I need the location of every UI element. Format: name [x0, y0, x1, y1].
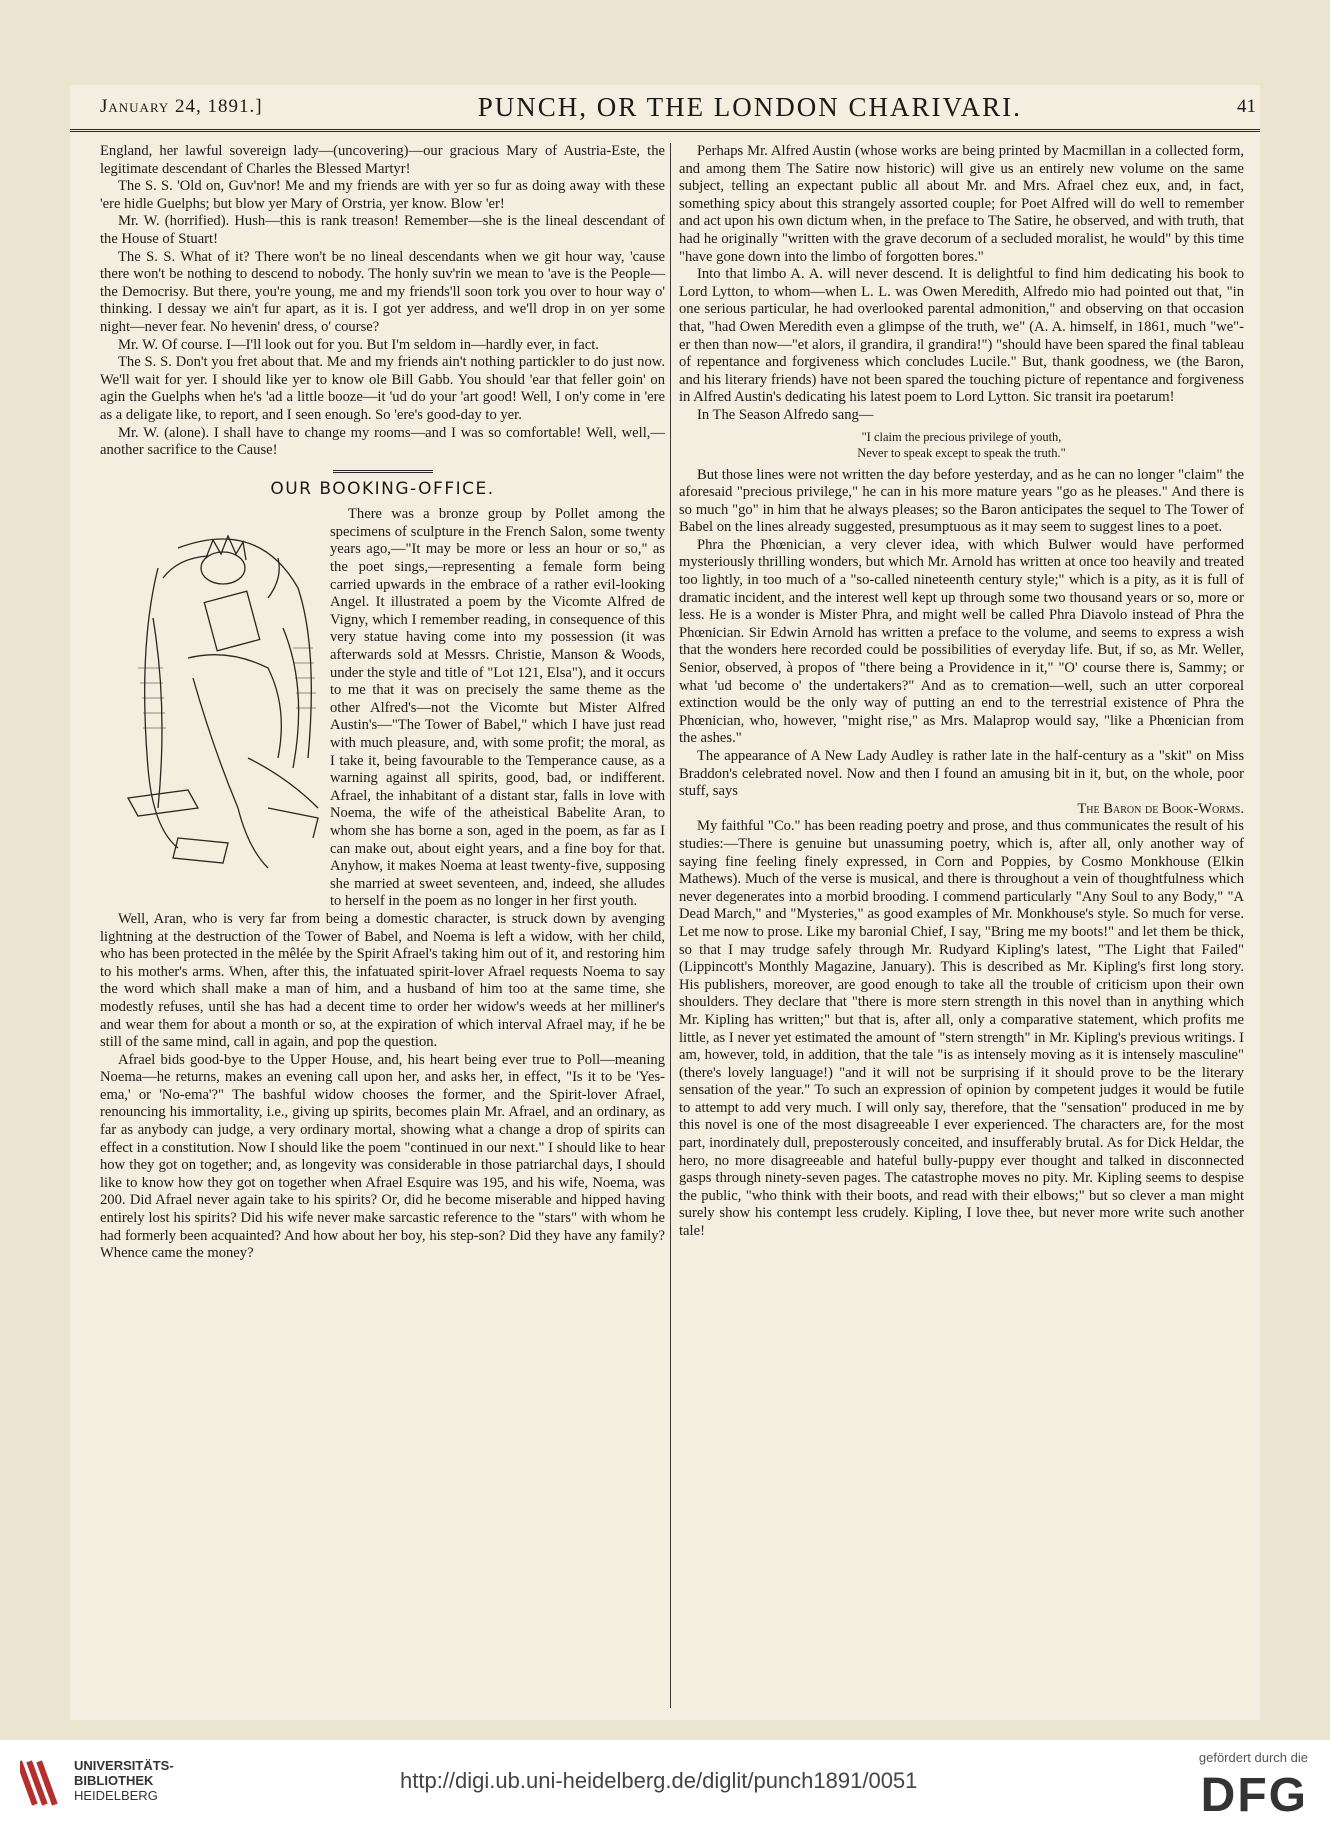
digitization-footer — [0, 1740, 1330, 1828]
funded-by-label: gefördert durch die — [1198, 1750, 1308, 1765]
paragraph: Into that limbo A. A. will never descend. It is delightful to find him dedicating his book to Lord Lytton, to whom—when L. L. was Owen Meredith, Alfredo mio had pointed out that, "in one serious particular, he had overlooked parental admonition," and observing on that occasion that, "had Owen Meredith even a glimpse of the truth, we" (A. A. himself, in 1861, much "we"-er then than now—"et alors, il grandira, il grandira!") "should have been spared the final tableau of repentance and forgiveness which concludes Lucile." But, thank goodness, we (the Baron, and his literary friends) have not been spared the touching picture of repentance and forgiveness in Alfred Austin's dedicating his latest poem to Lord Lytton. Sic transit ira poetarum! — [679, 266, 1244, 406]
paragraph: Well, Aran, who is very far from being a domestic character, is struck down by avenging lightning at the destruction of the Tower of Babel, and Noema is left a widow, with her child, who has been protected in the mêlée by the Spirit Afrael's taking him out of it, and restoring him to his mother's arms. When, after this, the infatuated spirit-lover Afrael requests Noema to say the word which shall make a man of him, and a husband of him too at the same time, she modestly refuses, until she has had a decent time to order her widow's weeds at her milliner's and wear them for about a month or so, at the expiration of which interval Afrael may, if he be still of the same mind, call in again, and pop the question. — [100, 910, 665, 1051]
right-column — [679, 143, 1244, 1708]
paragraph: Phra the Phœnician, a very clever idea, with which Bulwer would have performed mysteriously thrilling wonders, but which Mr. Arnold has written at once too heavily and treated too lightly, in too much of a "so-called nineteenth century style;" which is a pity, as it is full of dramatic incident, and the interest well kept up through some two thousand years or so, more or less. He is a wonder is Mister Phra, and might well be called Phra Diavolo instead of Phra the Phœnician. Sir Edwin Arnold has written a preface to the volume, and seems to express a wish that the wonders here recorded could be possibilities of everyday life. But, if so, as Mr. Weller, Senior, observed, à propos of "there being a Providence in it," "O' course there is, Sammy; or what 'ud become o' the undertakers?" And as to cremation—well, such an utter corporeal extinction would be the only way of putting an end to the terrestrial existence of Phra the Phœnician, who, however, "might rise," as Mrs. Malaprop would say, "like a Phœnician from the ashes." — [679, 536, 1244, 747]
illustration-drawing — [118, 508, 338, 896]
page-header — [70, 85, 1260, 132]
paragraph: The S. S. Don't you fret about that. Me and my friends ain't nothing partickler to do just now. We'll wait for yer. I should like yer to know ole Bill Gabb. You should 'ear that feller goin' on agin the Guelphs when he's 'ad a little booze—it 'ud do your 'art good! Well, I on'y come in 'ere as a deligate like, to report, and I seen enough. So 'ere's good-day to yer. — [100, 354, 665, 423]
publication-title: PUNCH, OR THE LONDON CHARIVARI. — [477, 91, 1022, 122]
newspaper-page — [70, 85, 1260, 1720]
signature: The Baron de Book-Worms. — [1077, 800, 1244, 817]
library-name: UNIVERSITÄTS- BIBLIOTHEK HEIDELBERG — [74, 1758, 174, 1803]
column-rule — [670, 143, 671, 1708]
verse-quote — [679, 429, 1244, 461]
verse-line: Never to speak except to speak the truth." — [857, 445, 1066, 460]
paragraph: The S. S. What of it? There won't be no lineal descendants when we git hour way, 'cause there won't be nothing to descend to nobody. The honly suv'rin we mean to 'ave is the People—the Democrisy. But there, you're young, me and my friends'll soon tork you over to hour way o' thinking. I dessay we ain't fur apart, as it is. I got yer address, and we'll drop in on yer some night—never fear. No hevenin' dress, o' course? — [100, 248, 665, 335]
section-divider — [333, 470, 433, 473]
paragraph: Mr. W. Of course. I—I'll look out for you. But I'm seldom in—hardly ever, in fact. — [118, 336, 599, 353]
source-url-link[interactable]: http://digi.ub.uni-heidelberg.de/diglit/punch1891/0051 — [400, 1768, 918, 1793]
paragraph: In The Season Alfredo sang— — [697, 406, 874, 423]
paragraph: My faithful "Co." has been reading poetry and prose, and thus communicates the result of his studies:—There is genuine but unassuming poetry, which is, after all, only another way of saying fine feeling finely expressed, in Corn and Poppies, by Cosmo Monkhouse (Elkin Mathews). Much of the verse is musical, and there is throughout a vein of thoughtfulness which never degenerates into a morbid brooding. I commend particularly "Any Soul to any Body," "A Dead March," and "Mysteries," as good examples of Mr. Monkhouse's style. So much for verse. Let me now to prose. Like my baronial Chief, I say, "Bring me my boots!" and let them be thick, so that I may trudge safely through Mr. Rudyard Kipling's latest, "The Light that Failed" (Lippincott's Monthly Magazine, January). This is described as Mr. Kipling's first long story. His publishers, moreover, are good enough to take all the trouble of criticism upon their own shoulders. They declare that "there is more stern strength in this novel than in anything which Mr. Kipling has written;" but that is, after all, only a comparative statement, which profits me little, as I never yet estimated the amount of "stern strength" in Mr. Kipling's previous writings. I am, however, told, in addition, that the tale "is as intensely moving as it is intensely masculine" (there's lovely language!) "and it will not be surprising if it should prove to be the literary sensation of the year." To such an expression of opinion by competent judges it would be futile to attempt to add very much. I will only say, therefore, that the "sensation" produced in me by this novel is one of the most disagreeable I ever experienced. The characters are, for the most part, inordinately dull, preposterously conceited, and insufferably brutal. As for Dick Heldar, the hero, no more disagreeable and hateful bully-puppy ever thought and talked in disconnected gasps through ninety-seven pages. The catastrophe moves no pity. Mr. Kipling seems to despise the public, "who think with their boots, and read with their elbows;" but so clever a man might surely show his contempt less crudely. Kipling, I love thee, but never more write such another tale! — [679, 818, 1244, 1240]
paragraph: Mr. W. (horrified). Hush—this is rank treason! Remember—she is the lineal descendant of the House of Stuart! — [100, 213, 665, 247]
page-number: 41 — [1236, 96, 1256, 117]
paragraph: Mr. W. (alone). I shall have to change my rooms—and I was so comfortable! Well, well,—another sacrifice to the Cause! — [100, 424, 665, 459]
paragraph: Afrael bids good-bye to the Upper House, and, his heart being ever true to Poll—meaning Noema—he returns, makes an evening call upon her, and asks her, in effect, "Is it to be 'Yes-ema,' or 'No-ema'?" The bashful widow chooses the former, and the Spirit-lover Afrael, renouncing his immortality, i.e., giving up spirits, becomes plain Mr. Afrael, and an ordinary, as far as anybody can judge, a very ordinary mortal, showing what a change a drop of spirits can effect in a constitution. Now I should like the poem "continued in our next." I should like to hear how they got on together; and, as longevity was considerable in those patriarchal days, I should like to know how they got on together when Afrael Esquire was 195, and his wife, Noema, was 200. Did Afrael never again take to his spirits? Or, did he become miserable and hipped having entirely lost his spirits? Did his wife never make sarcastic reference to the "stars" with whom he had formerly been acquainted? And how about her boy, his step-son? Did they have any family? Whence came the money? — [100, 1051, 665, 1262]
paragraph: Perhaps Mr. Alfred Austin (whose works are being printed by Macmillan in a collected form, and among them The Satire now historic) will give us an entirely new volume on the same subject, telling an expectant public all about Mr. and Mrs. Afrael chez eux, and, in fact, something spicy about this strangely assorted couple; for Poet Alfred will do well to remember and act upon his own dictum when, in the preface to The Satire, he observed, and with truth, that had he originally "written with the grave decorum of a secluded moralist, he would" by this time "have gone down into the limbo of forgotten bores." — [679, 143, 1244, 265]
left-column — [100, 143, 665, 1708]
library-logo-icon — [20, 1754, 64, 1812]
paragraph: But those lines were not written the day before yesterday, and as he can no longer "claim" the aforesaid "precious privilege," he can in his more mature years "go as he pleases." And there is so much "go" in him that he always pleases; so the Baron anticipates the sequel to The Tower of Babel on the lines already suggested, presumptuous as it may seem to suggest lines to a poet. — [679, 466, 1244, 536]
issue-date: January 24, 1891.] — [100, 96, 263, 117]
dfg-logo: DFG — [1200, 1769, 1308, 1822]
paragraph: England, her lawful sovereign lady—(uncovering)—our gracious Mary of Austria-Este, the legitimate descendant of Charles the Blessed Martyr! — [100, 143, 665, 177]
paragraph: The S. S. 'Old on, Guv'nor! Me and my friends are with yer so fur as doing away with these 'ere hidle Guelphs; but blow yer Mary of Orstria, yer know. Blow 'er! — [100, 178, 665, 212]
verse-line: "I claim the precious privilege of youth, — [861, 429, 1062, 444]
paragraph — [100, 506, 665, 911]
review-text: There was a bronze group by Pollet among the specimens of sculpture in the French Salon, some twenty years ago,—"It may be more or less an hour or so," as the poet sings,—representing a female form being carried upwards in the embrace of a rather evil-looking Angel. It illustrated a poem by the Vicomte Alfred de Vigny, which I remember reading, in consequence of this very statue having come into my possession (it was afterwards sold at Messrs. Christie, Manson & Woods, under the style and title of "Lot 121, Elsa"), and it occurs to me that it was on precisely the same theme as the other Alfred's—not the Vicomte but Mister Alfred Austin's—"The Tower of Babel," which I have just read with much pleasure, and, with some profit; the moral, as I take it, being favourable to the Temperance cause, as a warning against all spirits, good, bad, or indifferent. Afrael, the inhabitant of a distant star, falls in love with Noema, the wife of the atheistical Babelite Aran, to whom she has borne a son, aged in the poem, as far as I can make out, about eight years, and a fine boy for that. Anyhow, it makes Noema at least twenty-five, supposing she married at sweet seventeen, and, indeed, she alludes to herself in the poem as no longer in her first youth. — [330, 506, 665, 910]
paragraph: The appearance of A New Lady Audley is rather late in the half-century as a "skit" on Miss Braddon's celebrated novel. Now and then I found an amusing bit in it, but, on the whole, poor stuff, says — [679, 748, 1244, 800]
section-heading: OUR BOOKING-OFFICE. — [270, 478, 495, 499]
baron-reading-illustration — [100, 508, 320, 896]
